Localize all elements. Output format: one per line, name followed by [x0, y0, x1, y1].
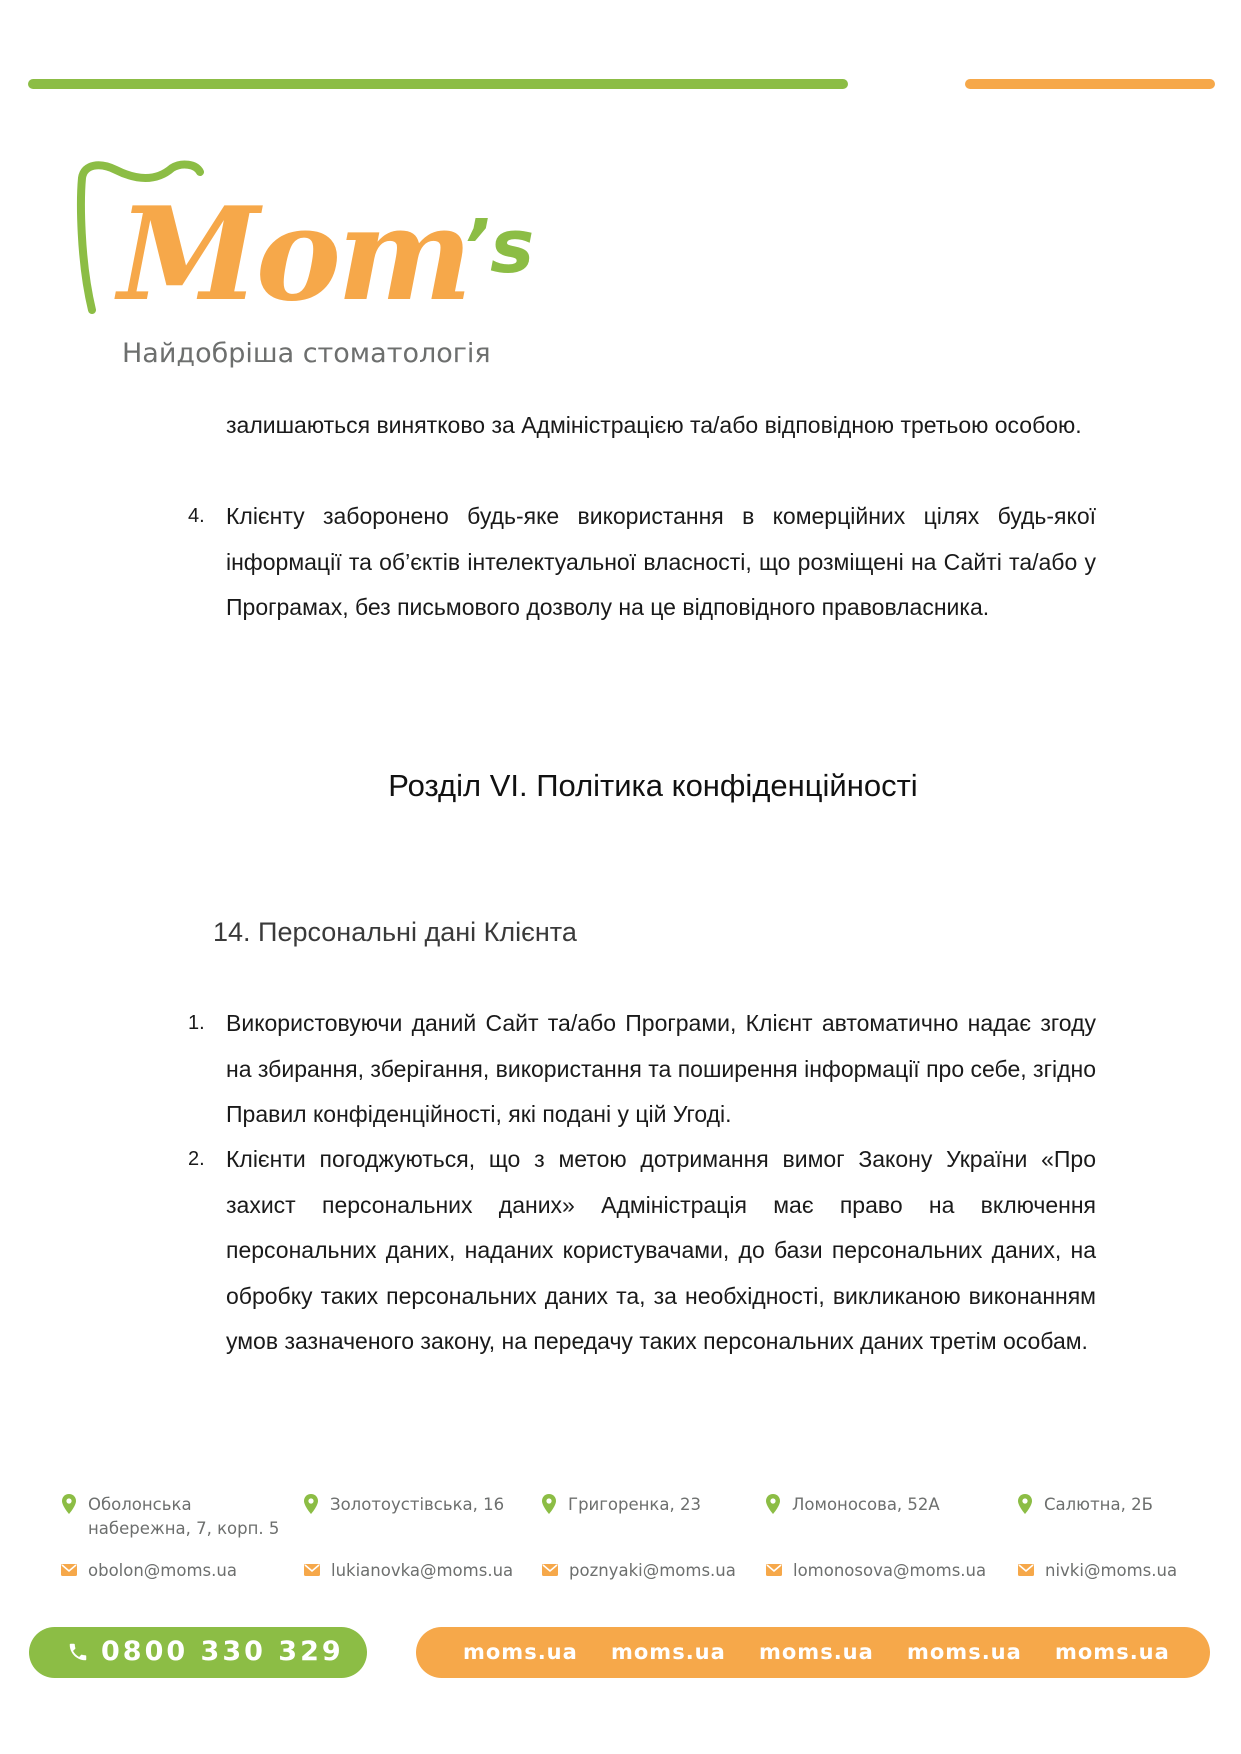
logo-tagline: Найдобріша стоматологія [122, 338, 491, 369]
location-pin-icon [1018, 1494, 1032, 1514]
envelope-icon [1018, 1564, 1034, 1576]
footer-email-obolon[interactable]: obolon@moms.ua [88, 1561, 237, 1580]
list-number: 4. [188, 505, 205, 527]
footer-location-lomonosova [792, 1493, 940, 1517]
footer-email-lukianovka[interactable]: lukianovka@moms.ua [331, 1561, 513, 1580]
top-accent-bar-green [28, 79, 848, 89]
location-line1: Золотоустівська, 16 [330, 1495, 505, 1514]
footer-email-nivki[interactable]: nivki@moms.ua [1045, 1561, 1177, 1580]
logo-wordmark: Mom [118, 180, 469, 330]
envelope-icon [61, 1564, 77, 1576]
phone-icon [67, 1641, 89, 1663]
footer-location-zolotoustivska [330, 1493, 504, 1517]
phone-number: 0800 330 329 [101, 1636, 344, 1667]
list-item-4: Клієнту заборонено будь-яке використання в комерційних цілях будь-якої інформації та об’єктів інтелектуальної власності, що розміщені на Сайті та/або у Програмах, без письмового дозволу на це відповідного правовласника. [226, 503, 1096, 620]
list-item-2: Клієнти погоджуються, що з метою дотримання вимог Закону України «Про захист персональних даних» Адміністрація має право на включення персональних даних, наданих користувачами, до бази персональних даних, на обробку таких персональних даних та, за необхідності, викликаною виконанням умов зазначеного закону, на передачу таких персональних даних третім особам. [226, 1146, 1096, 1354]
envelope-icon [542, 1564, 558, 1576]
list-number: 1. [188, 1012, 205, 1034]
subsection-heading: 14. Персональні дані Клієнта [213, 917, 577, 947]
top-accent-bar-orange [965, 79, 1215, 89]
website-link[interactable]: moms.ua [759, 1640, 874, 1664]
website-link[interactable]: moms.ua [1055, 1640, 1170, 1664]
location-pin-icon [542, 1494, 556, 1514]
list-number: 2. [188, 1148, 205, 1170]
footer-location-saliutna [1044, 1493, 1153, 1517]
location-line1: Григоренка, 23 [568, 1495, 701, 1514]
footer-email-poznyaki[interactable]: poznyaki@moms.ua [569, 1561, 736, 1580]
envelope-icon [304, 1564, 320, 1576]
location-pin-icon [62, 1494, 76, 1514]
website-link[interactable]: moms.ua [463, 1640, 578, 1664]
phone-pill[interactable] [29, 1627, 367, 1678]
location-line1: Оболонська [88, 1495, 192, 1514]
location-line2: набережна, 7, корп. 5 [88, 1519, 280, 1538]
footer-location-obolon [88, 1493, 279, 1541]
location-line1: Ломоносова, 52А [792, 1495, 940, 1514]
website-pill [416, 1627, 1210, 1678]
section-heading: Розділ VI. Політика конфіденційності [388, 768, 918, 803]
location-line1: Салютна, 2Б [1044, 1495, 1153, 1514]
moms-logo [76, 160, 535, 380]
location-pin-icon [304, 1494, 318, 1514]
footer-location-hryhorenka [568, 1493, 701, 1517]
continued-paragraph: залишаються винятково за Адміністрацією та/або відповідною третьою особою. [226, 412, 1082, 438]
list-item-1: Використовуючи даний Сайт та/або Програми, Клієнт автоматично надає згоду на збирання, зберігання, використання та поширення інформації про себе, згідно Правил конфіденційності, які подані у цій Угоді. [226, 1010, 1096, 1127]
envelope-icon [766, 1564, 782, 1576]
footer-email-lomonosova[interactable]: lomonosova@moms.ua [793, 1561, 986, 1580]
logo-apostrophe-s: ’s [462, 204, 535, 290]
website-link[interactable]: moms.ua [907, 1640, 1022, 1664]
location-pin-icon [766, 1494, 780, 1514]
website-link[interactable]: moms.ua [611, 1640, 726, 1664]
